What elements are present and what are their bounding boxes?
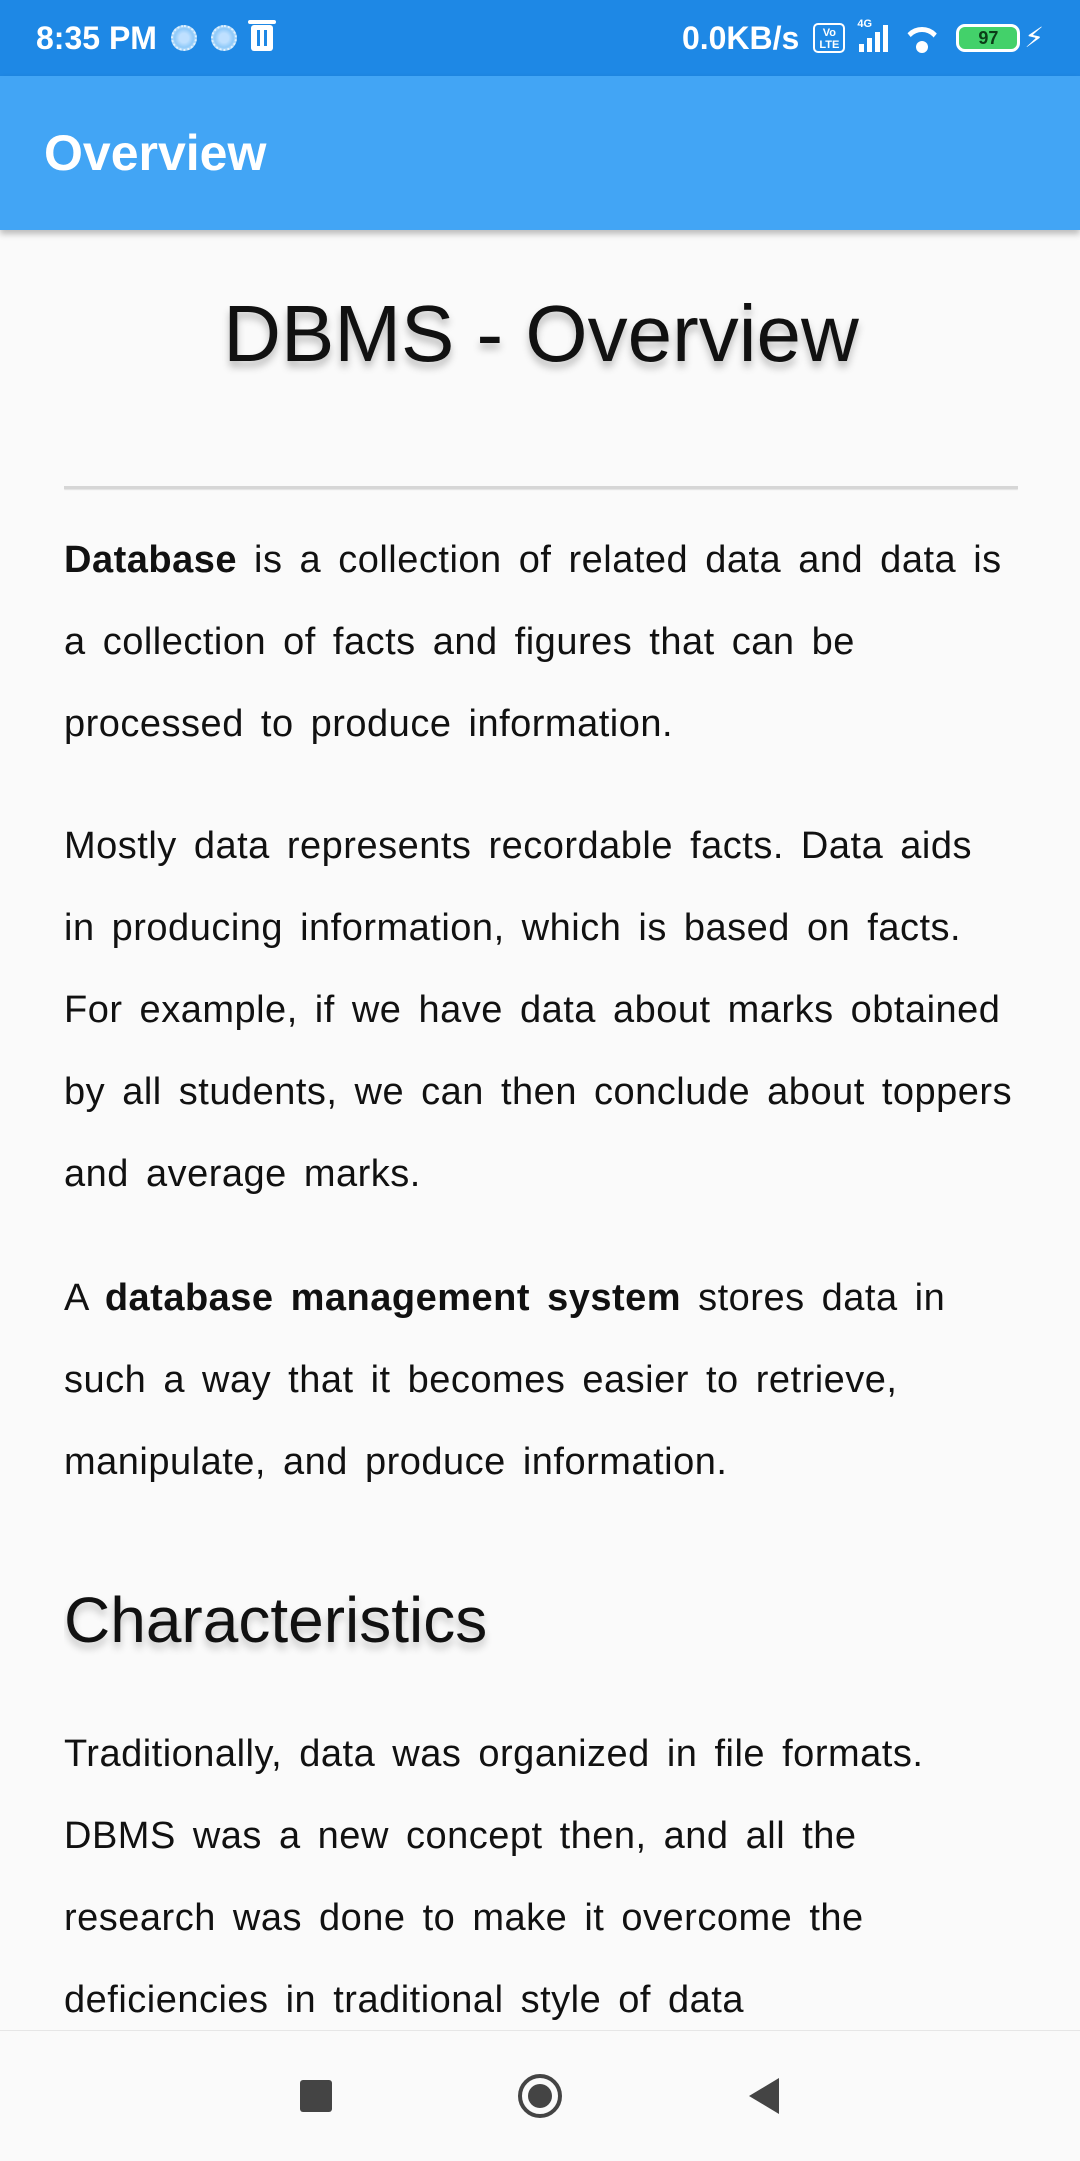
status-time: 8:35 PM bbox=[36, 19, 157, 56]
network-type-label: 4G bbox=[857, 18, 873, 30]
paragraph-data-facts: Mostly data represents recordable facts. Data aids in producing information, which is based on facts. For example, if we have data about marks obtained by all students, we can then conclude about toppers and average marks. bbox=[64, 825, 1013, 1195]
section-heading-characteristics: Characteristics bbox=[64, 1584, 488, 1656]
home-button[interactable] bbox=[428, 2074, 652, 2118]
volte-icon: Vo LTE bbox=[813, 23, 845, 53]
bold-term-dbms: database management system bbox=[104, 1277, 682, 1319]
battery-icon bbox=[956, 24, 1020, 52]
navigation-bar bbox=[0, 2030, 1080, 2161]
app-bar bbox=[0, 76, 1080, 230]
charging-bolt-icon: ⚡ bbox=[1024, 22, 1044, 53]
paragraph-text-pre: A bbox=[64, 1277, 105, 1319]
app-bar-title: Overview bbox=[44, 125, 267, 181]
battery-indicator bbox=[956, 24, 1044, 52]
status-bar bbox=[0, 0, 1080, 76]
notification-dot-icon bbox=[171, 25, 197, 51]
battery-level: 97 bbox=[978, 27, 999, 48]
back-triangle-icon bbox=[749, 2078, 779, 2114]
back-button[interactable] bbox=[652, 2078, 876, 2114]
notification-dot-icon-2 bbox=[211, 25, 237, 51]
status-left bbox=[36, 20, 273, 57]
paragraph-text: is a collection of related data and data is a collection of facts and figures that can be processed to produce information. bbox=[64, 539, 1002, 745]
trash-icon bbox=[251, 25, 273, 51]
home-circle-icon bbox=[518, 2074, 562, 2118]
recents-square-icon bbox=[300, 2080, 332, 2112]
paragraph-dbms-definition bbox=[64, 1257, 1018, 1503]
article-content[interactable] bbox=[64, 230, 1018, 2030]
paragraph-characteristics: Traditionally, data was organized in file formats. DBMS was a new concept then, and all the research was done to make it overcome the deficiencies in traditional style of data bbox=[64, 1733, 924, 2021]
paragraph-database-definition bbox=[64, 519, 1018, 765]
paragraph-text: stores data in such a way that it becomes easier to retrieve, manipulate, and produce information. bbox=[64, 1277, 946, 1483]
recents-button[interactable] bbox=[204, 2080, 428, 2112]
net-speed: 0.0KB/s bbox=[681, 19, 800, 56]
page-title: DBMS - Overview bbox=[223, 289, 859, 378]
status-right bbox=[682, 20, 1044, 57]
signal-icon bbox=[857, 18, 888, 52]
title-divider bbox=[64, 486, 1018, 489]
wifi-icon bbox=[902, 23, 942, 53]
bold-term-database: Database bbox=[64, 539, 237, 581]
